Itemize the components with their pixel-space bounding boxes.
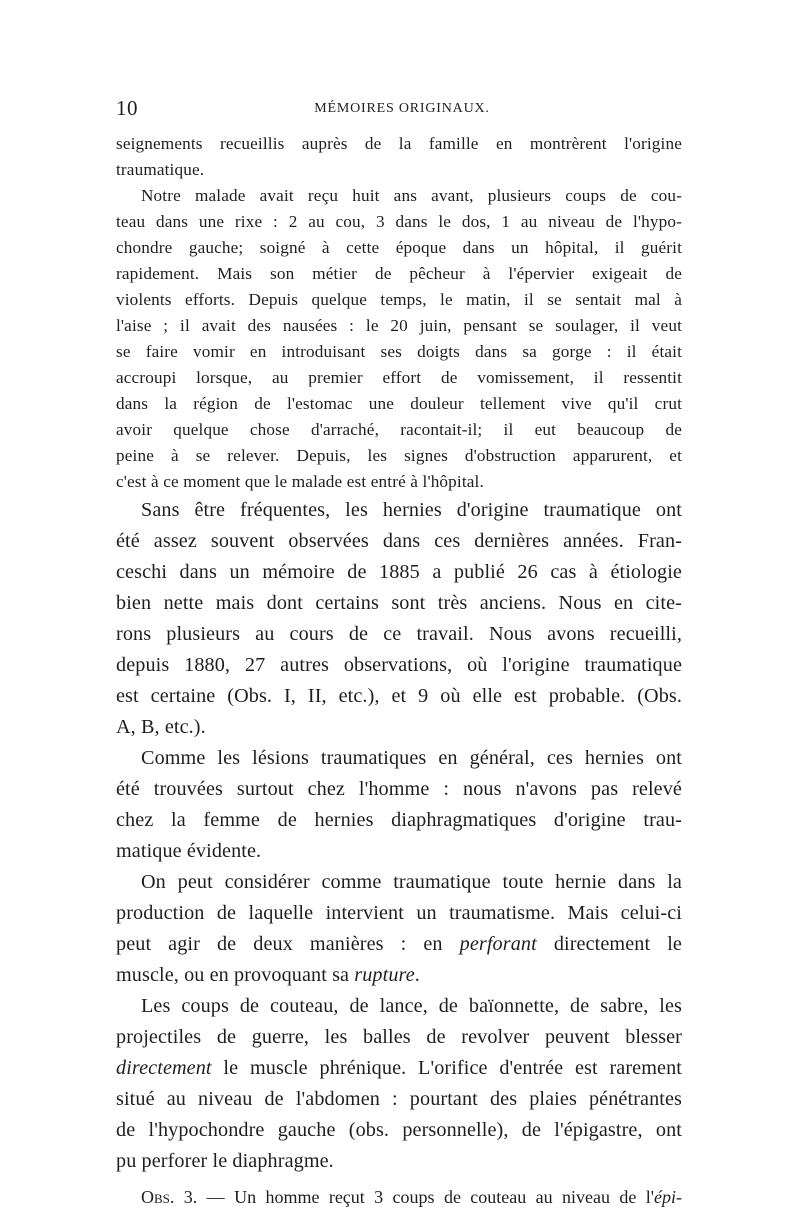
italic-term: directement	[116, 1057, 212, 1079]
observation-label: Obs. 3.	[141, 1187, 198, 1207]
text-line: Notre malade avait reçu huit ans avant, plusieurs coups de cou-	[141, 186, 682, 205]
italic-term: épi-	[654, 1187, 683, 1207]
text-line: traumatique.	[116, 160, 205, 179]
text-line: seignements recueillis auprès de la famille en montrèrent l'origine	[116, 134, 682, 153]
text-line: projectiles de guerre, les balles de revolver peuvent blesser	[116, 1026, 682, 1048]
text-line	[116, 1053, 682, 1083]
text-line: production de laquelle intervient un traumatisme. Mais celui-ci	[116, 902, 682, 924]
text-line: c'est à ce moment que le malade est entré à l'hôpital.	[116, 472, 484, 491]
text-line: rons plusieurs au cours de ce travail. Nous avons recueilli,	[116, 623, 682, 645]
text-line: rapidement. Mais son métier de pêcheur à l'épervier exigeait de	[116, 264, 682, 283]
text-line: Les coups de couteau, de lance, de baïonnette, de sabre, les	[141, 995, 682, 1017]
text-line: de l'hypochondre gauche (obs. personnelle), de l'épigastre, ont	[116, 1119, 682, 1141]
text-line: chez la femme de hernies diaphragmatiques d'origine trau-	[116, 809, 682, 831]
text-line: ceschi dans un mémoire de 1885 a publié 26 cas à étiologie	[116, 561, 682, 583]
text-span: directement le	[536, 933, 682, 955]
text-line: est certaine (Obs. I, II, etc.), et 9 où elle est probable. (Obs.	[116, 685, 682, 707]
text-line: situé au niveau de l'abdomen : pourtant des plaies pénétrantes	[116, 1088, 682, 1110]
text-line	[116, 929, 682, 959]
page-header	[116, 96, 688, 122]
text-line: peine à se relever. Depuis, les signes d'obstruction apparurent, et	[116, 446, 682, 465]
page-number: 10	[116, 96, 138, 120]
text-line: l'aise ; il avait des nausées : le 20 juin, pensant se soulager, il veut	[116, 316, 682, 335]
text-line: dans la région de l'estomac une douleur tellement vive qu'il crut	[116, 394, 682, 413]
text-span: le muscle phrénique. L'orifice d'entrée est rarement	[211, 1057, 682, 1079]
text-line: se faire vomir en introduisant ses doigts dans sa gorge : il était	[116, 342, 682, 361]
text-line: depuis 1880, 27 autres observations, où l'origine traumatique	[116, 654, 682, 676]
text-line: été trouvées surtout chez l'homme : nous n'avons pas relevé	[116, 778, 682, 800]
text-line: teau dans une rixe : 2 au cou, 3 dans le dos, 1 au niveau de l'hypo-	[116, 212, 682, 231]
text-line: Sans être fréquentes, les hernies d'origine traumatique ont	[141, 499, 682, 521]
text-line: violents efforts. Depuis quelque temps, le matin, il se sentait mal à	[116, 290, 682, 309]
text-line: On peut considérer comme traumatique toute hernie dans la	[141, 871, 682, 893]
running-title: MÉMOIRES ORIGINAUX.	[314, 101, 490, 116]
text-line: accroupi lorsque, au premier effort de vomissement, il ressentit	[116, 368, 682, 387]
text-line: été assez souvent observées dans ces dernières années. Fran-	[116, 530, 682, 552]
text-span: muscle, ou en provoquant sa	[116, 964, 355, 986]
text-line: Comme les lésions traumatiques en général, ces hernies ont	[141, 747, 682, 769]
text-span: — Un homme reçut 3 coups de couteau au niveau de l'	[197, 1187, 655, 1207]
text-line: matique évidente.	[116, 840, 262, 862]
text-line: A, B, etc.).	[116, 716, 206, 738]
italic-term: rupture	[354, 964, 415, 986]
text-line: pu perforer le diaphragme.	[116, 1150, 334, 1172]
text-line: avoir quelque chose d'arraché, racontait-il; il eut beaucoup de	[116, 420, 682, 439]
text-span: .	[414, 964, 420, 986]
text-line: bien nette mais dont certains sont très anciens. Nous en cite-	[116, 592, 682, 614]
text-line: chondre gauche; soigné à cette époque dans un hôpital, il guérit	[116, 238, 682, 257]
text-line	[116, 960, 682, 990]
italic-term: perforant	[459, 933, 537, 955]
text-line	[141, 1183, 682, 1211]
text-span: peut agir de deux manières : en	[116, 933, 460, 955]
